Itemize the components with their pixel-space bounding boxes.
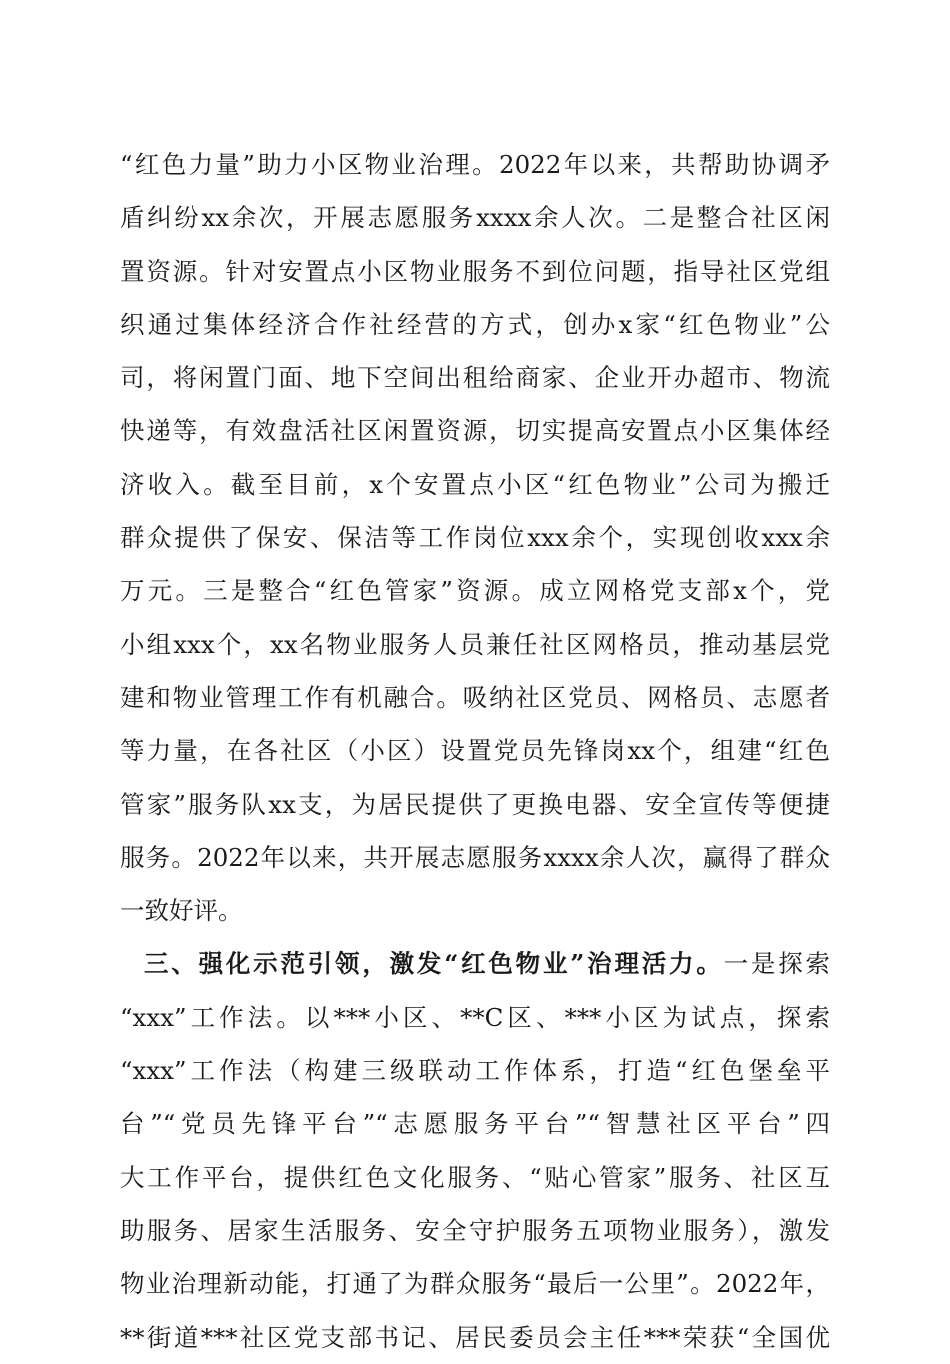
text-line: 助服务、居家生活服务、安全守护服务五项物业服务），激发	[120, 1215, 830, 1245]
text-line: 物业治理新动能，打通了为群众服务“最后一公里”。2022年，	[120, 1269, 830, 1299]
section-heading: 三、强化示范引领，激发“红色物业”治理活力。	[144, 949, 724, 979]
text-line: “xxx”工作法（构建三级联动工作体系，打造“红色堡垒平	[120, 1056, 830, 1086]
text-line: 群众提供了保安、保洁等工作岗位xxx余个，实现创收xxx余	[120, 523, 830, 553]
text-line: 大工作平台，提供红色文化服务、“贴心管家”服务、社区互	[120, 1162, 830, 1192]
text-line: 济收入。截至目前，x个安置点小区“红色物业”公司为搬迁	[120, 469, 830, 499]
section-heading-rest: 一是探索	[723, 949, 831, 979]
text-line: 服务。2022年以来，共开展志愿服务xxxx余人次，赢得了群众	[120, 842, 830, 872]
text-line: **街道***社区党支部书记、居民委员会主任***荣获“全国优	[120, 1322, 830, 1352]
text-line: 织通过集体经济合作社经营的方式，创办x家“红色物业”公	[120, 309, 830, 339]
text-line: 一致好评。	[120, 896, 243, 926]
text-line: 管家”服务队xx支，为居民提供了更换电器、安全宣传等便捷	[120, 789, 830, 819]
text-line: 等力量，在各社区（小区）设置党员先锋岗xx个，组建“红色	[120, 736, 830, 766]
text-line: 万元。三是整合“红色管家”资源。成立网格党支部x个，党	[120, 576, 830, 606]
body-text	[120, 138, 830, 1364]
text-line: 司，将闲置门面、地下空间出租给商家、企业开办超市、物流	[120, 363, 830, 393]
text-line: 台”“党员先锋平台”“志愿服务平台”“智慧社区平台”四	[120, 1109, 830, 1139]
text-line: “xxx”工作法。以***小区、**C区、***小区为试点，探索	[120, 1002, 830, 1032]
text-line: 置资源。针对安置点小区物业服务不到位问题，指导社区党组	[120, 256, 830, 286]
text-line: 盾纠纷xx余次，开展志愿服务xxxx余人次。二是整合社区闲	[120, 203, 830, 233]
text-line: “红色力量”助力小区物业治理。2022年以来，共帮助协调矛	[120, 150, 830, 179]
text-line: 建和物业管理工作有机融合。吸纳社区党员、网格员、志愿者	[120, 682, 830, 712]
section-heading-line	[120, 937, 830, 990]
text-line: 快递等，有效盘活社区闲置资源，切实提高安置点小区集体经	[120, 416, 830, 446]
text-line: 小组xxx个，xx名物业服务人员兼任社区网格员，推动基层党	[120, 629, 830, 659]
